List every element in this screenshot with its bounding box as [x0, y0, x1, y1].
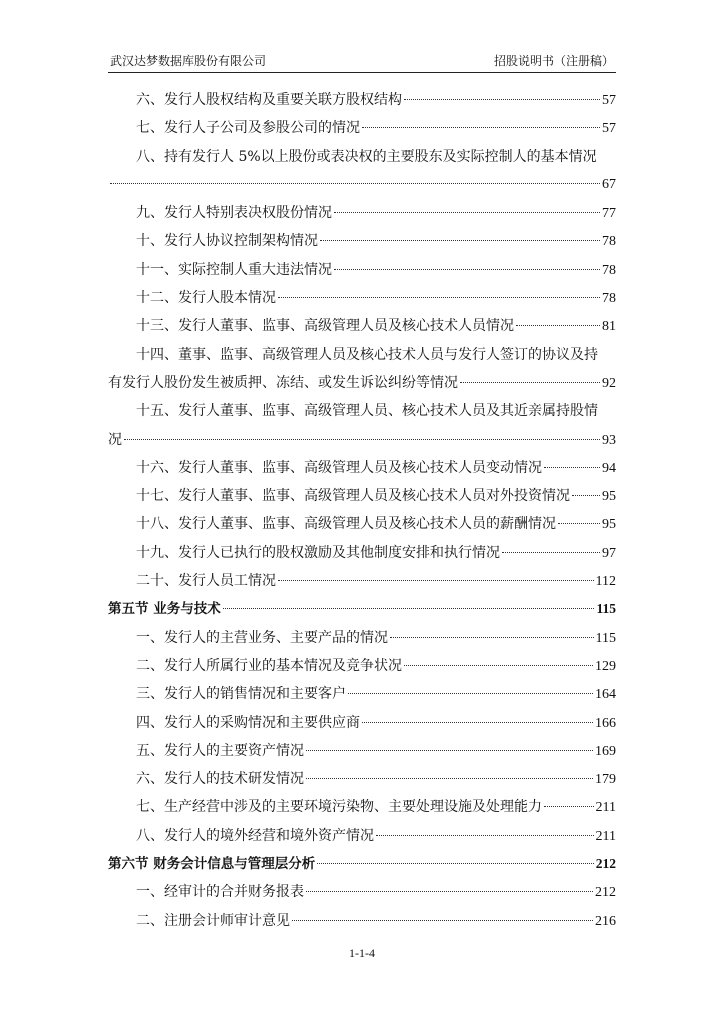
toc-entry[interactable] — [108, 907, 616, 935]
dot-leader — [348, 693, 593, 694]
toc-entry-title: 十三、发行人董事、监事、高级管理人员及核心技术人员情况 — [136, 318, 514, 335]
toc-page-number: 212 — [595, 885, 616, 901]
toc-entry-title: 三、发行人的销售情况和主要客户 — [136, 686, 346, 703]
toc-entry-title: 六、发行人的技术研发情况 — [136, 771, 304, 788]
toc-page-number: 81 — [602, 319, 616, 335]
toc-entry-title: 九、发行人特别表决权股份情况 — [136, 205, 332, 222]
toc-page-number: 211 — [595, 800, 616, 816]
toc-entry[interactable] — [108, 822, 616, 850]
toc-entry-title: 八、发行人的境外经营和境外资产情况 — [136, 827, 374, 844]
dot-leader — [110, 183, 600, 184]
toc-entry[interactable] — [108, 256, 616, 284]
toc-page-number: 95 — [602, 489, 616, 505]
toc-entry[interactable] — [108, 709, 616, 737]
dot-leader — [362, 722, 593, 723]
dot-leader — [362, 127, 600, 128]
dot-leader — [317, 863, 594, 864]
dot-leader — [502, 552, 600, 553]
toc-entry[interactable] — [108, 652, 616, 680]
toc-page-number: 112 — [595, 574, 616, 590]
company-name: 武汉达梦数据库股份有限公司 — [110, 54, 267, 68]
toc-entry-title: 况 — [108, 431, 122, 448]
toc-entry[interactable] — [108, 878, 616, 906]
toc-page-number: 212 — [595, 856, 616, 872]
dot-leader — [306, 891, 593, 892]
toc-entry[interactable] — [108, 482, 616, 510]
toc-entry-title: 一、发行人的主营业务、主要产品的情况 — [136, 629, 388, 646]
toc-entry[interactable] — [108, 86, 616, 114]
toc-page-number: 115 — [595, 630, 616, 646]
dot-leader — [278, 580, 594, 581]
toc-entry-title: 六、发行人股权结构及重要关联方股权结构 — [136, 92, 402, 108]
toc-entry-title: 二、注册会计师审计意见 — [136, 912, 290, 929]
toc-entry-title: 十七、发行人董事、监事、高级管理人员及核心技术人员对外投资情况 — [136, 488, 570, 505]
toc-entry[interactable] — [108, 793, 616, 821]
dot-leader — [292, 920, 593, 921]
toc-entry[interactable] — [108, 227, 616, 255]
toc-entry-title: 二、发行人所属行业的基本情况及竞争状况 — [136, 657, 402, 674]
toc-page-number: 164 — [595, 687, 616, 703]
toc-entry[interactable] — [108, 539, 616, 567]
toc-page-number: 93 — [602, 432, 616, 448]
dot-leader — [544, 467, 600, 468]
toc-entry[interactable] — [108, 369, 616, 397]
toc-page-number: 129 — [595, 658, 616, 674]
toc-entry[interactable] — [108, 850, 616, 878]
toc-page-number: 166 — [595, 715, 616, 731]
toc-entry[interactable] — [108, 737, 616, 765]
toc-entry[interactable] — [108, 199, 616, 227]
toc-entry-title: 十四、董事、监事、高级管理人员及核心技术人员与发行人签订的协议及持 — [136, 346, 598, 363]
section-title: 第五节 业务与技术 — [108, 601, 221, 618]
dot-leader — [334, 269, 600, 270]
toc-page-number: 95 — [602, 517, 616, 533]
dot-leader — [390, 637, 594, 638]
dot-leader — [558, 523, 600, 524]
toc-page-number: 216 — [595, 913, 616, 929]
toc-page-number: 67 — [602, 176, 616, 192]
dot-leader — [223, 608, 595, 609]
toc-page-number: 57 — [602, 121, 616, 137]
toc-page-number: 78 — [602, 291, 616, 307]
dot-leader — [404, 99, 600, 100]
toc-entry[interactable] — [108, 567, 616, 595]
dot-leader — [572, 495, 600, 496]
dot-leader — [516, 325, 600, 326]
toc-entry[interactable] — [108, 426, 616, 454]
page-header — [108, 50, 616, 73]
toc-entry[interactable] — [108, 284, 616, 312]
toc-page-number: 57 — [602, 93, 616, 108]
toc-entry[interactable] — [108, 397, 616, 425]
toc-entry[interactable] — [108, 624, 616, 652]
toc-entry[interactable] — [108, 171, 616, 199]
toc-entry-title: 十八、发行人董事、监事、高级管理人员及核心技术人员的薪酬情况 — [136, 516, 556, 533]
toc-entry[interactable] — [108, 114, 616, 142]
dot-leader — [124, 439, 600, 440]
toc-entry-title: 七、生产经营中涉及的主要环境污染物、主要处理设施及处理能力 — [136, 799, 542, 816]
toc-page-number: 169 — [595, 743, 616, 759]
toc-entry-title: 十、发行人协议控制架构情况 — [136, 233, 318, 250]
toc-entry-title: 十二、发行人股本情况 — [136, 290, 276, 307]
page-number: 1-1-4 — [349, 946, 375, 960]
dot-leader — [306, 750, 593, 751]
toc-entry[interactable] — [108, 454, 616, 482]
toc-page-number: 115 — [596, 601, 616, 617]
toc-page-number: 179 — [595, 772, 616, 788]
dot-leader — [320, 240, 600, 241]
toc-entry[interactable] — [108, 312, 616, 340]
toc-entry[interactable] — [108, 341, 616, 369]
toc-entry-title: 五、发行人的主要资产情况 — [136, 742, 304, 759]
toc-page-number: 211 — [595, 828, 616, 844]
dot-leader — [376, 835, 594, 836]
document-title: 招股说明书（注册稿） — [493, 54, 614, 68]
toc-page-number: 78 — [602, 234, 616, 250]
toc-entry-title: 二十、发行人员工情况 — [136, 573, 276, 590]
toc-entry[interactable] — [108, 595, 616, 623]
toc-entry-title: 四、发行人的采购情况和主要供应商 — [136, 714, 360, 731]
toc-page-number: 92 — [602, 375, 616, 391]
table-of-contents — [108, 86, 616, 935]
toc-page-number: 94 — [602, 460, 616, 476]
toc-entry-title: 十九、发行人已执行的股权激励及其他制度安排和执行情况 — [136, 544, 500, 561]
section-title: 第六节 财务会计信息与管理层分析 — [108, 856, 316, 873]
toc-entry-title: 十一、实际控制人重大违法情况 — [136, 261, 332, 278]
dot-leader — [306, 778, 593, 779]
toc-page-number: 97 — [602, 545, 616, 561]
toc-entry[interactable] — [108, 510, 616, 538]
toc-entry[interactable] — [108, 765, 616, 793]
toc-page-number: 77 — [602, 206, 616, 222]
dot-leader — [544, 806, 594, 807]
toc-entry-title: 十六、发行人董事、监事、高级管理人员及核心技术人员变动情况 — [136, 459, 542, 476]
toc-entry-title: 七、发行人子公司及参股公司的情况 — [136, 120, 360, 137]
dot-leader — [278, 297, 600, 298]
dot-leader — [404, 665, 593, 666]
toc-entry[interactable] — [108, 680, 616, 708]
dot-leader — [460, 382, 600, 383]
toc-page-number: 78 — [602, 262, 616, 278]
toc-entry-title: 有发行人股份发生被质押、冻结、或发生诉讼纠纷等情况 — [108, 374, 458, 391]
toc-entry-title: 八、持有发行人 5%以上股份或表决权的主要股东及实际控制人的基本情况 — [136, 148, 597, 165]
toc-entry[interactable] — [108, 143, 616, 171]
dot-leader — [334, 212, 600, 213]
toc-entry-title: 一、经审计的合并财务报表 — [136, 884, 304, 901]
toc-entry-title: 十五、发行人董事、监事、高级管理人员、核心技术人员及其近亲属持股情 — [136, 403, 598, 420]
